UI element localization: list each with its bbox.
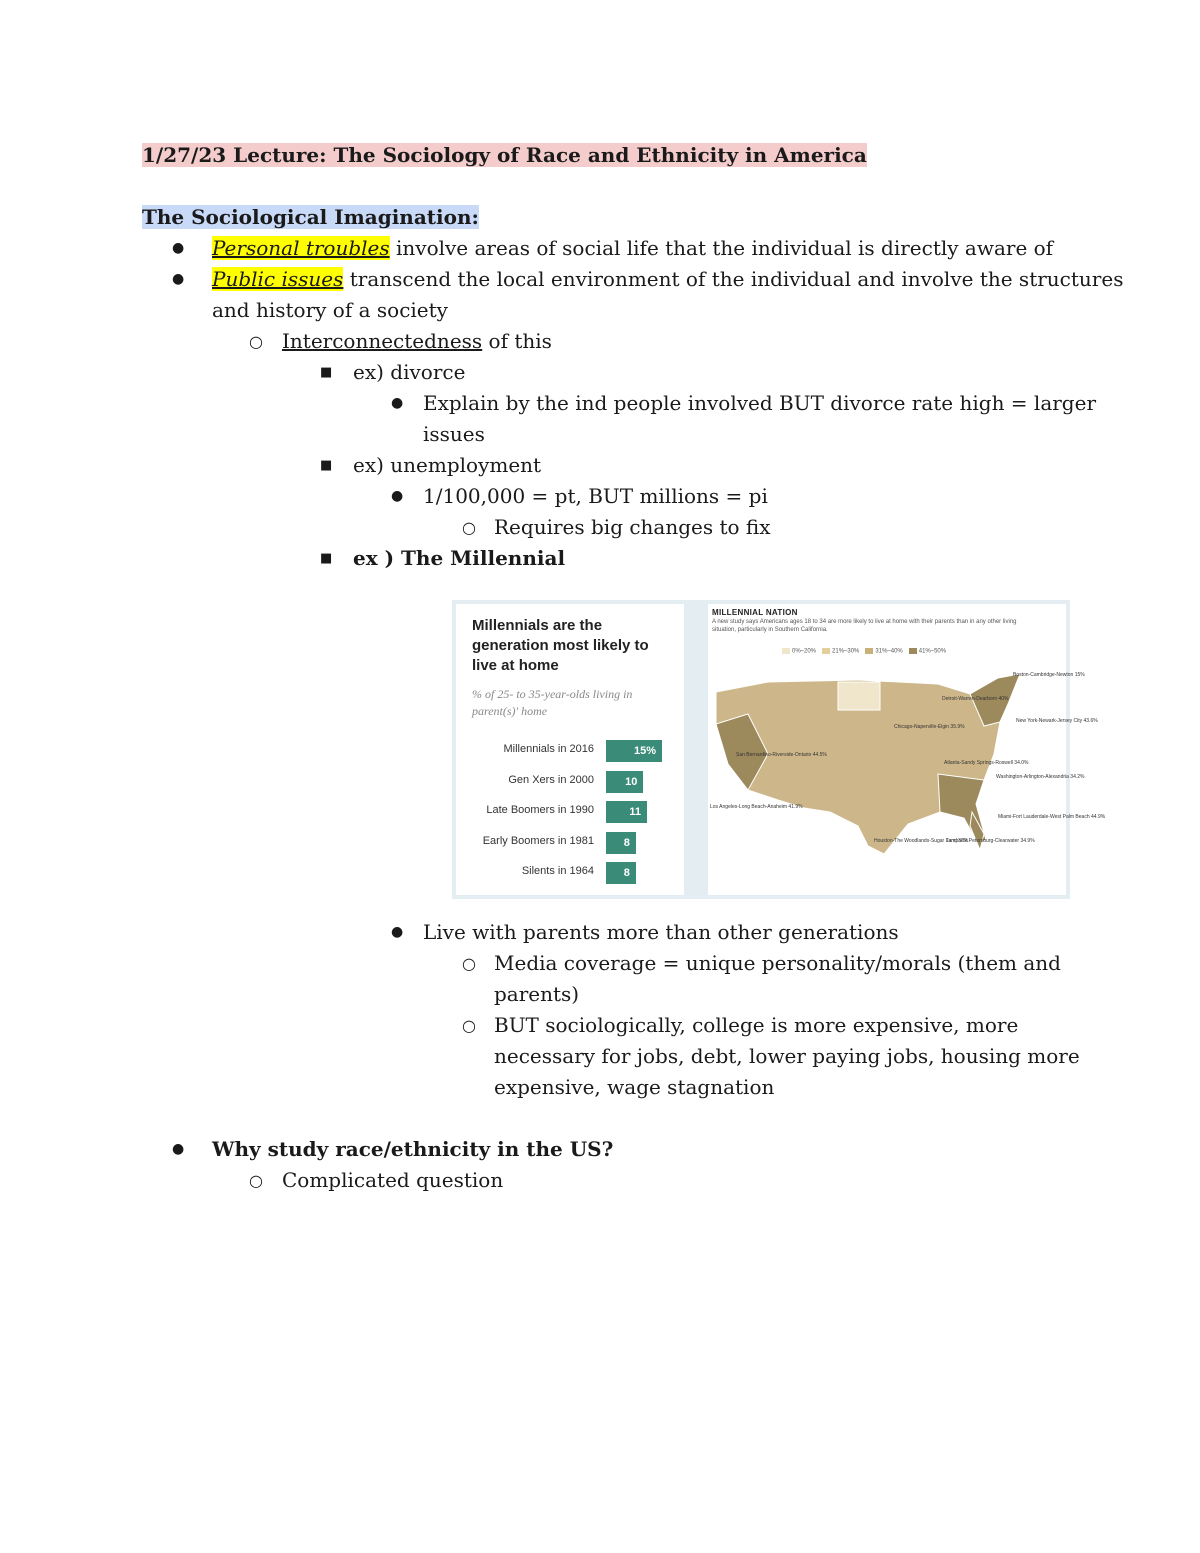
legend-entry: 31%–40% <box>865 648 902 655</box>
bullet-square <box>320 357 332 388</box>
bar-chart-panel <box>456 604 684 895</box>
list-item-sociologically: BUT sociologically, college is more expensive, more <box>494 1013 1019 1037</box>
city-label: Tampa-St.Petersburg-Clearwater 34.9% <box>946 838 1035 844</box>
list-item-why-study: Why study race/ethnicity in the US? <box>212 1137 614 1161</box>
bullet-circle <box>249 1165 263 1198</box>
list-item-sociologically-cont-2: expensive, wage stagnation <box>494 1075 775 1099</box>
chart-title: Millennials are the generation most likely to live at home <box>472 617 649 674</box>
bar-category-label: Millennials in 2016 <box>503 743 594 755</box>
city-label: Detroit-Warren-Dearborn 40% <box>942 696 1009 702</box>
city-label: Los Angeles-Long Beach-Anaheim 41.9% <box>710 804 803 810</box>
bar-row <box>456 832 684 854</box>
bullet-disc <box>172 264 184 295</box>
bullet-circle <box>462 512 476 545</box>
city-label: New York-Newark-Jersey City 43.6% <box>1016 718 1098 724</box>
city-label: Houston-The Woodlands-Sugar Land 38% <box>874 838 969 844</box>
list-item-public-issues: Public issues transcend the local environment of the individual and involve the structures <box>212 267 1124 291</box>
list-item-sociologically-cont-1: necessary for jobs, debt, lower paying jobs, housing more <box>494 1044 1080 1068</box>
list-item-interconnectedness: Interconnectedness of this <box>282 329 552 353</box>
list-item-live-with-parents: Live with parents more than other generations <box>423 920 899 944</box>
city-label: Boston-Cambridge-Newton 15% <box>1013 672 1085 678</box>
list-item-public-issues-cont: and history of a society <box>212 298 448 322</box>
bullet-circle <box>462 948 476 981</box>
bullet-disc <box>172 233 184 264</box>
section-title: The Sociological Imagination: <box>142 205 479 229</box>
list-item-media-coverage-cont: parents) <box>494 982 580 1006</box>
bullet-disc <box>391 481 403 512</box>
bullet-square <box>320 450 332 481</box>
legend-entry: 0%–20% <box>782 648 816 655</box>
bar-row <box>456 740 684 762</box>
bar: 10 <box>606 771 643 793</box>
bullet-circle <box>462 1010 476 1043</box>
city-label: Chicago-Naperville-Elgin 35.9% <box>894 724 965 730</box>
bullet-circle <box>249 326 263 359</box>
city-label: Miami-Fort Lauderdale-West Palm Beach 44.9% <box>998 814 1106 820</box>
legend-entry: 21%–30% <box>822 648 859 655</box>
list-item-divorce-explain: Explain by the ind people involved BUT divorce rate high = larger <box>423 391 1096 415</box>
list-item-media-coverage: Media coverage = unique personality/morals (them and <box>494 951 1061 975</box>
city-label: Atlanta-Sandy Springs-Roswell 34.0% <box>944 760 1029 766</box>
map-title: MILLENNIAL NATION <box>712 608 798 617</box>
list-item-divorce-explain-cont: issues <box>423 422 485 446</box>
bar: 11 <box>606 801 647 823</box>
list-item-divorce: ex) divorce <box>353 360 466 384</box>
city-label: Washington-Arlington-Alexandria 34.2% <box>996 774 1085 780</box>
bar-category-label: Gen Xers in 2000 <box>508 773 594 786</box>
bar-category-label: Silents in 1964 <box>521 865 594 877</box>
bullet-disc <box>172 1134 184 1165</box>
map-description: A new study says Americans ages 18 to 34 are more likely to live at home with their parents than in any other living situation, particularly in Southern California. <box>712 619 1017 633</box>
bar-row <box>456 862 684 884</box>
list-item-complicated: Complicated question <box>282 1168 504 1192</box>
map-panel <box>708 604 1106 895</box>
bar-category-label: Early Boomers in 1981 <box>482 834 594 847</box>
us-map <box>708 604 1066 895</box>
bullet-disc <box>391 388 403 419</box>
bar-row <box>456 801 684 823</box>
lecture-heading: 1/27/23 Lecture: The Sociology of Race and Ethnicity in America <box>142 143 867 167</box>
list-item-unemployment: ex) unemployment <box>353 453 542 477</box>
millennial-figure <box>452 600 1106 899</box>
list-item-personal-troubles: Personal troubles involve areas of social life that the individual is directly aware of <box>212 236 1054 260</box>
chart-subtitle: % of 25- to 35-year-olds living in parent(s)' home <box>472 687 633 718</box>
northern-plains-shape <box>838 682 880 710</box>
list-item-unemployment-ratio: 1/100,000 = pt, BUT millions = pi <box>423 484 768 508</box>
bar: 8 <box>606 862 636 884</box>
bullet-disc <box>391 917 403 948</box>
city-label: San Bernardino-Riverside-Ontario 44.5% <box>736 752 827 758</box>
legend-entry: 41%–50% <box>909 648 946 655</box>
bar: 8 <box>606 832 636 854</box>
list-item-millennial: ex ) The Millennial <box>353 546 566 570</box>
list-item-requires-changes: Requires big changes to fix <box>494 515 771 539</box>
bullet-square <box>320 543 332 574</box>
bar: 15% <box>606 740 662 762</box>
bar-row <box>456 771 684 793</box>
bar-category-label: Late Boomers in 1990 <box>486 804 594 816</box>
